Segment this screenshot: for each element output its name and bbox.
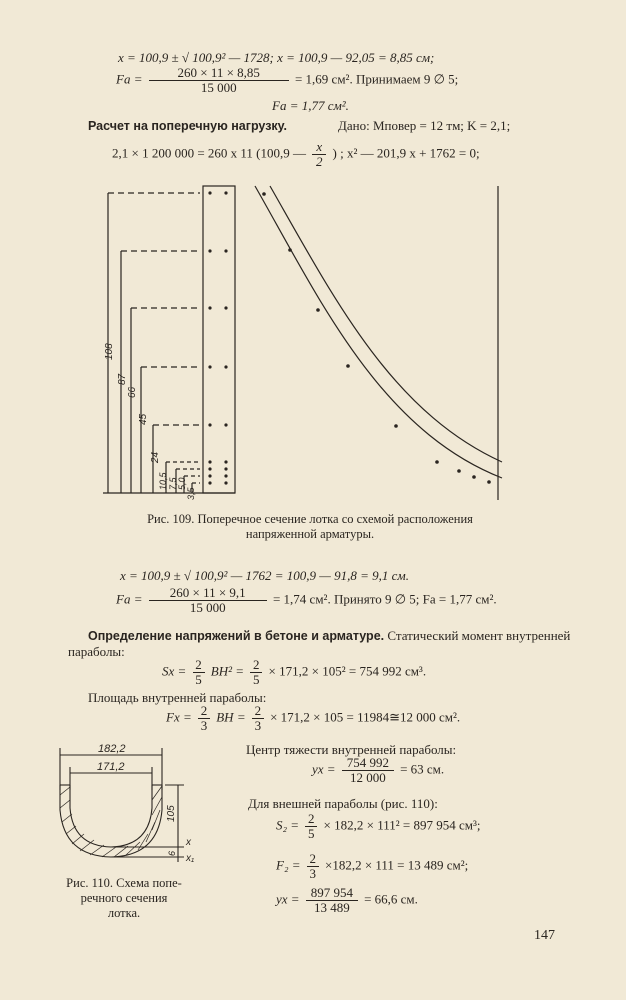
fig110-outer-parabola bbox=[60, 785, 162, 857]
fig109-caption-line1: Рис. 109. Поперечное сечение лотка со схемой расположения bbox=[147, 512, 473, 526]
equation-sx bbox=[162, 658, 426, 687]
fa2-fraction bbox=[149, 586, 267, 615]
fx-lhs: Fx = bbox=[166, 709, 192, 725]
fx-mid: BH = bbox=[216, 709, 246, 725]
fig109-caption-line2: напряженной арматуры. bbox=[245, 527, 375, 541]
stress-heading: Определение напряжений в бетоне и арматуре. bbox=[88, 629, 385, 643]
f2-frac-den: 3 bbox=[309, 866, 316, 881]
s2-frac-num: 2 bbox=[305, 812, 317, 827]
fig109-label-7-5: 7,5 bbox=[168, 477, 178, 490]
equation-yx bbox=[312, 756, 444, 785]
fig110-axis-x: x bbox=[186, 837, 191, 848]
s2-frac bbox=[305, 812, 317, 841]
sx-frac1 bbox=[193, 658, 205, 687]
fig109-label-45: 45 bbox=[138, 413, 149, 425]
fig110-caption-line1: Рис. 110. Схема попе- bbox=[66, 876, 182, 890]
fig109-caption bbox=[120, 512, 500, 542]
sx-rhs: × 171,2 × 105² = 754 992 см³. bbox=[268, 663, 427, 679]
fx-frac1-den: 3 bbox=[200, 718, 208, 733]
fig109-curve-inner bbox=[270, 186, 502, 462]
sx-frac2-num: 2 bbox=[250, 658, 262, 673]
s2-frac-den: 5 bbox=[308, 826, 315, 841]
fig110-label-bottom: 6 bbox=[167, 850, 177, 856]
fig109-curve-outer bbox=[255, 186, 502, 478]
fa-numerator: 260 × 11 × 8,85 bbox=[149, 66, 289, 81]
yx-num: 754 992 bbox=[342, 756, 394, 771]
sx-frac2 bbox=[250, 658, 262, 687]
fa-lhs: Fa = bbox=[116, 71, 143, 87]
fa2-denominator: 15 000 bbox=[189, 600, 226, 615]
transverse-given: Дано: Mповер = 12 тм; K = 2,1; bbox=[338, 118, 511, 133]
fig109-label-10-5: 10,5 bbox=[158, 472, 168, 490]
fig109-label-24: 24 bbox=[150, 451, 161, 463]
fx-frac2-den: 3 bbox=[254, 718, 262, 733]
equation-x-second: x = 100,9 ± √ 100,9² — 1762 = 100,9 — 91,8 = 9,1 см. bbox=[120, 568, 409, 583]
equation-f2 bbox=[276, 852, 468, 881]
equation-yx2 bbox=[276, 886, 418, 915]
fa-denominator: 15 000 bbox=[200, 80, 237, 95]
fig109-label-3-5: 3,5 bbox=[186, 487, 196, 500]
fig109-wall-section bbox=[203, 186, 235, 493]
yx-fraction bbox=[342, 756, 394, 785]
yx2-rhs: = 66,6 см. bbox=[364, 891, 418, 907]
yx-lhs: yx = bbox=[312, 761, 336, 777]
s2-rhs: × 182,2 × 111² = 897 954 см³; bbox=[323, 817, 481, 833]
fa2-rhs: = 1,74 см². Принято 9 ∅ 5; Fa = 1,77 см². bbox=[272, 591, 497, 607]
fx-frac2-num: 2 bbox=[252, 704, 264, 719]
fx-frac1 bbox=[198, 704, 210, 733]
page-number: 147 bbox=[534, 928, 555, 943]
outer-parabola-label: Для внешней параболы (рис. 110): bbox=[248, 796, 438, 811]
fig110-inner-parabola bbox=[70, 785, 152, 847]
fx-rhs: × 171,2 × 105 = 11984≅12 000 см². bbox=[270, 709, 461, 725]
fig110-caption bbox=[54, 876, 194, 921]
sx-frac2-den: 5 bbox=[253, 672, 260, 687]
yx-rhs: = 63 см. bbox=[400, 761, 445, 777]
yx-den: 12 000 bbox=[349, 770, 386, 785]
yx2-den: 13 489 bbox=[313, 900, 350, 915]
area-label: Площадь внутренней параболы: bbox=[88, 690, 267, 705]
fa-rhs: = 1,69 см². Принимаем 9 ∅ 5; bbox=[294, 71, 459, 87]
fig110-caption-line3: лотка. bbox=[107, 906, 141, 920]
f2-rhs: ×182,2 × 111 = 13 489 см²; bbox=[324, 857, 469, 873]
f2-lhs: F₂ = bbox=[276, 857, 301, 873]
fx-frac1-num: 2 bbox=[198, 704, 210, 719]
f2-frac-num: 2 bbox=[307, 852, 319, 867]
yx2-num: 897 954 bbox=[306, 886, 358, 901]
fig110-label-inner: 171,2 bbox=[97, 761, 125, 773]
fx-frac2 bbox=[252, 704, 264, 733]
fig109-label-87: 87 bbox=[117, 373, 128, 385]
sx-lhs: Sx = bbox=[162, 663, 187, 679]
transverse-eq-num: x bbox=[312, 140, 326, 155]
fa2-numerator: 260 × 11 × 9,1 bbox=[149, 586, 267, 601]
fig109-label-108: 108 bbox=[104, 343, 115, 360]
equation-fx bbox=[166, 704, 460, 733]
transverse-heading: Расчет на поперечную нагрузку. bbox=[88, 119, 287, 133]
stress-text1: Статический момент внутренней bbox=[387, 628, 571, 643]
sx-frac1-num: 2 bbox=[193, 658, 205, 673]
fa2-lhs: Fa = bbox=[116, 591, 143, 607]
fig109-label-66: 66 bbox=[127, 386, 138, 398]
sx-frac1-den: 5 bbox=[195, 672, 202, 687]
f2-frac bbox=[307, 852, 319, 881]
stress-text2: параболы: bbox=[68, 644, 125, 659]
equation-x-first: x = 100,9 ± √ 100,9² — 1728; x = 100,9 — 92,05 = 8,85 см; bbox=[118, 50, 435, 65]
fig109-label-5-0: 5,0 bbox=[177, 477, 187, 490]
transverse-eq-lhs: 2,1 × 1 200 000 = 260 x 11 (100,9 — bbox=[112, 145, 307, 161]
s2-lhs: S₂ = bbox=[276, 817, 300, 833]
fa-result: Fa = 1,77 см². bbox=[272, 98, 349, 113]
stress-line-1 bbox=[88, 628, 570, 644]
fig110-caption-line2: речного сечения bbox=[80, 891, 168, 905]
fig110-label-height: 105 bbox=[166, 805, 177, 822]
transverse-eq-rhs: ) ; x² — 201,9 x + 1762 = 0; bbox=[332, 145, 480, 161]
equation-fa-second bbox=[116, 586, 497, 615]
centroid-label: Центр тяжести внутренней параболы: bbox=[246, 742, 457, 757]
fig110-axis-x1: x₁ bbox=[186, 853, 195, 864]
fig110-label-outer: 182,2 bbox=[98, 743, 126, 755]
yx2-fraction bbox=[306, 886, 358, 915]
sx-mid: BH² = bbox=[210, 663, 245, 679]
equation-s2 bbox=[276, 812, 480, 841]
transverse-eq-den: 2 bbox=[316, 154, 323, 169]
yx2-lhs: yx = bbox=[276, 891, 300, 907]
